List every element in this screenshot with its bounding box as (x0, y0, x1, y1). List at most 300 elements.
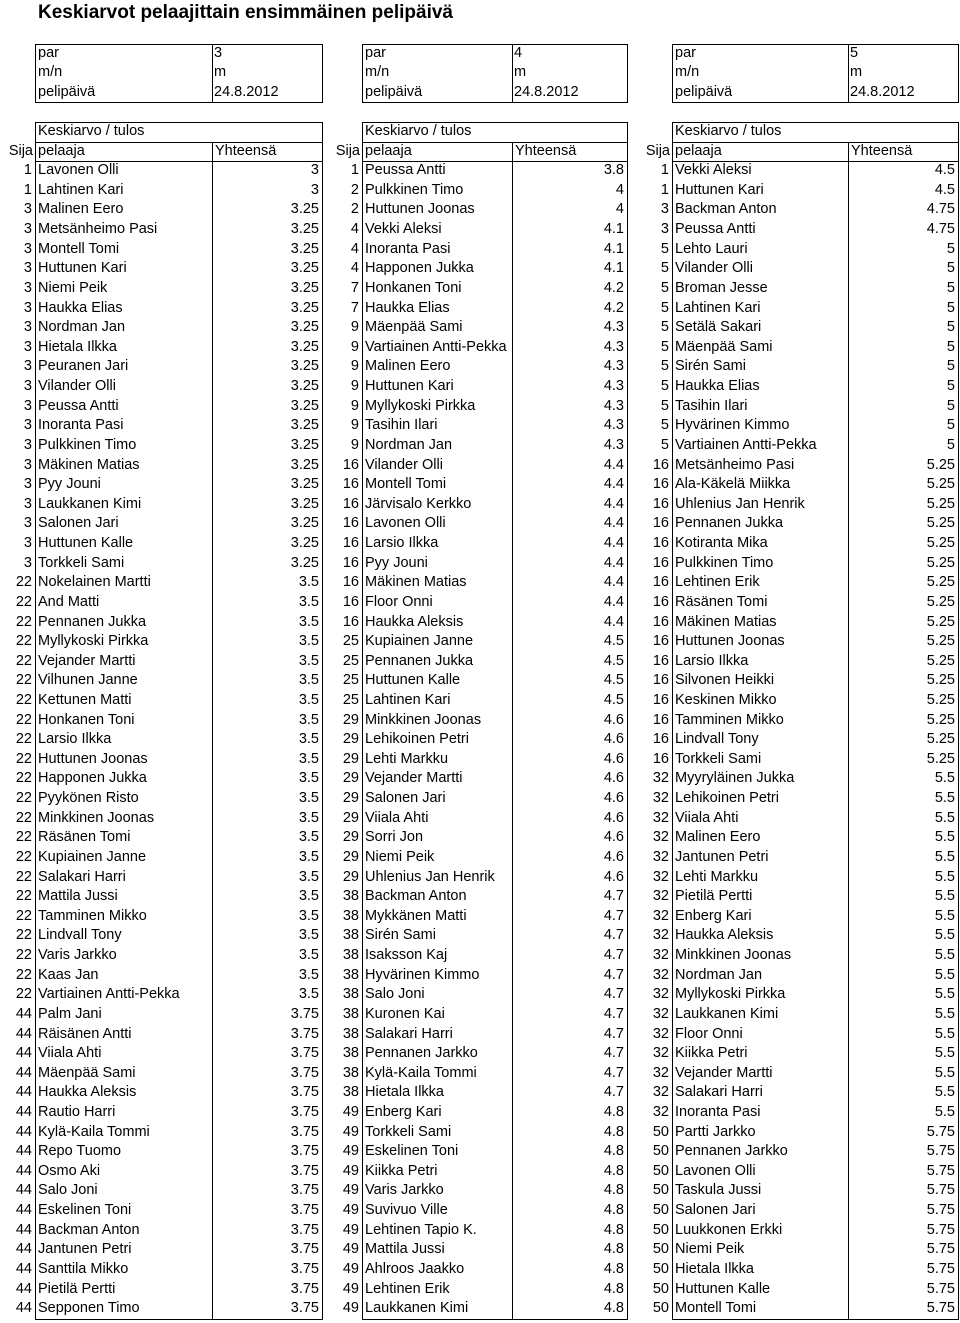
rank-cell: 38 (342, 986, 359, 1003)
player-name-cell: Metsänheimo Pasi (38, 221, 158, 238)
average-cell: 3.5 (298, 907, 319, 924)
rank-cell: 25 (342, 633, 359, 650)
rank-cell: 29 (342, 770, 359, 787)
player-name-cell: Eskelinen Toni (38, 1202, 132, 1219)
average-cell: 3.5 (298, 691, 319, 708)
average-cell: 4.5 (603, 691, 624, 708)
average-cell: 5.5 (934, 986, 955, 1003)
average-cell: 4.6 (603, 868, 624, 885)
rank-cell: 3 (23, 378, 32, 395)
average-cell: 3 (310, 162, 319, 179)
rank-cell: 16 (342, 554, 359, 571)
average-cell: 3.75 (290, 1084, 319, 1101)
average-cell: 3.5 (298, 927, 319, 944)
rank-cell: 3 (23, 319, 32, 336)
average-cell: 5.5 (934, 1005, 955, 1022)
pelipaiva-date: 24.8.2012 (850, 83, 915, 100)
player-name-cell: Peussa Antti (365, 162, 446, 179)
average-cell: 5.25 (926, 495, 955, 512)
rank-cell: 3 (23, 436, 32, 453)
par-label: par (38, 44, 59, 61)
player-name-cell: Larsio Ilkka (38, 731, 112, 748)
player-name-cell: Tasihin Ilari (365, 417, 438, 434)
average-cell: 5.25 (926, 613, 955, 630)
player-name-cell: Honkanen Toni (365, 279, 462, 296)
rank-cell: 16 (652, 574, 669, 591)
average-cell: 5.75 (926, 1241, 955, 1258)
rank-cell: 3 (660, 201, 669, 218)
rank-cell: 44 (15, 1182, 32, 1199)
average-cell: 3.75 (290, 1104, 319, 1120)
average-cell: 4.7 (603, 947, 624, 964)
average-cell: 4.2 (603, 279, 624, 296)
average-cell: 3.5 (298, 750, 319, 767)
rank-cell: 22 (15, 927, 32, 944)
average-cell: 5.5 (934, 1104, 955, 1120)
rank-cell: 50 (652, 1202, 669, 1219)
player-name-cell: Mäenpää Sami (675, 338, 773, 355)
player-name-cell: Lehtinen Tapio K. (365, 1221, 477, 1238)
player-name-cell: Ahlroos Jaakko (365, 1260, 465, 1277)
average-cell: 5.25 (926, 574, 955, 591)
rank-cell: 22 (15, 907, 32, 924)
rank-cell: 32 (652, 927, 669, 944)
rank-cell: 22 (15, 848, 32, 865)
player-name-cell: Keskinen Mikko (675, 691, 777, 708)
average-cell: 5.5 (934, 1064, 955, 1081)
average-cell: 3.25 (290, 201, 319, 218)
average-cell: 5 (946, 338, 955, 355)
player-name-cell: Viiala Ahti (365, 809, 429, 826)
player-name-cell: Happonen Jukka (365, 260, 474, 277)
table-header-bottom-border (672, 161, 958, 162)
info-box-top-border (362, 44, 627, 45)
rank-cell: 3 (23, 201, 32, 218)
rank-cell: 22 (15, 613, 32, 630)
player-name-cell: Tamminen Mikko (675, 711, 784, 728)
average-cell: 4.7 (603, 1045, 624, 1062)
player-name-cell: Hyvärinen Kimmo (365, 966, 480, 983)
player-name-cell: Vejander Martti (365, 770, 463, 787)
average-cell: 4.8 (603, 1241, 624, 1258)
average-cell: 4.8 (603, 1143, 624, 1160)
average-cell: 4.2 (603, 299, 624, 316)
rank-cell: 16 (652, 593, 669, 610)
player-name-cell: Santtila Mikko (38, 1260, 129, 1277)
player-name-cell: Malinen Eero (365, 358, 451, 375)
player-name-cell: Kiikka Petri (675, 1045, 748, 1062)
rank-cell: 22 (15, 966, 32, 983)
keskiarvo-label: Keskiarvo / tulos (38, 123, 145, 139)
rank-cell: 50 (652, 1241, 669, 1258)
rank-cell: 29 (342, 809, 359, 826)
average-cell: 3.25 (290, 476, 319, 493)
par-label: par (365, 44, 386, 61)
table-right-border (958, 122, 959, 1320)
player-name-cell: Lindvall Tony (675, 731, 759, 748)
table-left-border (35, 122, 36, 1319)
mn-value: m (214, 64, 227, 81)
player-name-cell: Luukkonen Erkki (675, 1221, 783, 1238)
average-cell: 5.25 (926, 750, 955, 767)
player-name-cell: Pennanen Jukka (38, 613, 147, 630)
average-cell: 4.4 (603, 476, 624, 493)
average-cell: 4.8 (603, 1202, 624, 1219)
rank-cell: 9 (350, 436, 359, 453)
player-name-cell: Pennanen Jarkko (675, 1143, 788, 1160)
info-box-divider (212, 44, 213, 103)
rank-cell: 32 (652, 947, 669, 964)
average-cell: 3.5 (298, 633, 319, 650)
rank-cell: 25 (342, 652, 359, 669)
rank-cell: 50 (652, 1162, 669, 1179)
rank-cell: 29 (342, 711, 359, 728)
rank-cell: 16 (652, 731, 669, 748)
player-name-cell: Setälä Sakari (675, 319, 762, 336)
average-cell: 4.7 (603, 1084, 624, 1101)
rank-cell: 16 (652, 672, 669, 689)
rank-cell: 50 (652, 1143, 669, 1160)
rank-cell: 16 (342, 456, 359, 473)
average-cell: 3.25 (290, 260, 319, 277)
player-name-cell: Floor Onni (365, 593, 433, 610)
rank-cell: 44 (15, 1202, 32, 1219)
rank-cell: 3 (23, 279, 32, 296)
player-name-cell: Vekki Aleksi (675, 162, 752, 179)
average-cell: 4.4 (603, 495, 624, 512)
player-name-cell: Inoranta Pasi (365, 240, 451, 257)
average-cell: 3.5 (298, 868, 319, 885)
player-name-cell: Mäkinen Matias (365, 574, 467, 591)
average-cell: 3.8 (603, 162, 624, 179)
rank-cell: 32 (652, 1084, 669, 1101)
rank-cell: 16 (342, 476, 359, 493)
average-cell: 5.75 (926, 1143, 955, 1160)
player-name-cell: Haukka Aleksis (365, 613, 464, 630)
average-cell: 5.5 (934, 1025, 955, 1042)
average-cell: 5.25 (926, 554, 955, 571)
rank-cell: 32 (652, 1104, 669, 1120)
rank-cell: 44 (15, 1025, 32, 1042)
player-name-cell: Lahtinen Kari (675, 299, 761, 316)
average-cell: 5.5 (934, 770, 955, 787)
player-name-cell: Partti Jarkko (675, 1123, 756, 1140)
average-cell: 3.5 (298, 731, 319, 748)
info-box-left-border (672, 44, 673, 103)
player-name-cell: Haukka Aleksis (38, 1084, 137, 1101)
average-cell: 3.5 (298, 888, 319, 905)
player-name-cell: Montell Tomi (365, 476, 447, 493)
player-name-cell: Uhlenius Jan Henrik (365, 868, 495, 885)
rank-cell: 16 (652, 711, 669, 728)
rank-cell: 29 (342, 829, 359, 846)
rank-cell: 32 (652, 1045, 669, 1062)
average-cell: 4.4 (603, 554, 624, 571)
rank-cell: 44 (15, 1162, 32, 1179)
player-name-cell: Taskula Jussi (675, 1182, 762, 1199)
player-name-cell: Huttunen Joonas (675, 633, 785, 650)
rank-cell: 44 (15, 1260, 32, 1277)
average-cell: 3.75 (290, 1182, 319, 1199)
rank-cell: 44 (15, 1300, 32, 1317)
rank-cell: 32 (652, 790, 669, 807)
average-cell: 5.25 (926, 652, 955, 669)
rank-cell: 1 (23, 181, 32, 198)
info-box-right-border (322, 44, 323, 104)
average-cell: 4.7 (603, 1064, 624, 1081)
player-name-cell: Salakari Harri (365, 1025, 453, 1042)
average-cell: 3.25 (290, 338, 319, 355)
player-name-cell: Kettunen Matti (38, 691, 132, 708)
rank-cell: 49 (342, 1300, 359, 1317)
average-cell: 5 (946, 378, 955, 395)
average-cell: 4.4 (603, 613, 624, 630)
info-box-top-border (672, 44, 958, 45)
average-cell: 4.7 (603, 888, 624, 905)
player-name-cell: Pulkkinen Timo (38, 436, 137, 453)
average-cell: 4.3 (603, 358, 624, 375)
rank-cell: 32 (652, 809, 669, 826)
average-cell: 4.3 (603, 338, 624, 355)
player-name-cell: Niemi Peik (38, 279, 108, 296)
rank-cell: 32 (652, 868, 669, 885)
rank-cell: 22 (15, 829, 32, 846)
average-cell: 3.25 (290, 515, 319, 532)
player-name-cell: Huttunen Joonas (38, 750, 148, 767)
mn-value: m (850, 64, 863, 81)
average-cell: 5.75 (926, 1182, 955, 1199)
rank-cell: 32 (652, 829, 669, 846)
average-cell: 4.7 (603, 986, 624, 1003)
par-value: 3 (214, 44, 223, 61)
rank-cell: 22 (15, 868, 32, 885)
rank-cell: 22 (15, 593, 32, 610)
rank-cell: 9 (350, 338, 359, 355)
player-name-cell: Lehti Markku (675, 868, 759, 885)
average-cell: 5 (946, 417, 955, 434)
rank-cell: 2 (350, 181, 359, 198)
rank-cell: 32 (652, 888, 669, 905)
average-cell: 5.25 (926, 672, 955, 689)
average-cell: 3.75 (290, 1221, 319, 1238)
player-name-cell: Peussa Antti (675, 221, 756, 238)
average-cell: 4.5 (934, 181, 955, 198)
average-cell: 4.3 (603, 397, 624, 414)
rank-cell: 16 (652, 633, 669, 650)
player-name-cell: Kotiranta Mika (675, 535, 768, 552)
average-cell: 4.7 (603, 907, 624, 924)
rank-cell: 22 (15, 711, 32, 728)
rank-cell: 49 (342, 1123, 359, 1140)
rank-cell: 44 (15, 1280, 32, 1297)
rank-cell: 44 (15, 1045, 32, 1062)
rank-cell: 16 (342, 495, 359, 512)
rank-cell: 32 (652, 907, 669, 924)
rank-cell: 9 (350, 397, 359, 414)
average-cell: 5 (946, 436, 955, 453)
player-name-cell: Huttunen Kalle (365, 672, 461, 689)
player-name-cell: Huttunen Kari (675, 181, 764, 198)
player-name-cell: Myllykoski Pirkka (675, 986, 786, 1003)
rank-cell: 16 (652, 691, 669, 708)
rank-cell: 1 (660, 181, 669, 198)
player-name-cell: Varis Jarkko (38, 947, 117, 964)
rank-cell: 44 (15, 1241, 32, 1258)
average-cell: 5.5 (934, 927, 955, 944)
player-name-cell: Salonen Jari (38, 515, 119, 532)
average-cell: 3.25 (290, 436, 319, 453)
player-name-cell: Vejander Martti (675, 1064, 773, 1081)
average-cell: 3.5 (298, 770, 319, 787)
par-label: par (675, 44, 696, 61)
average-cell: 4.3 (603, 319, 624, 336)
player-name-cell: Viiala Ahti (38, 1045, 102, 1062)
average-cell: 5.25 (926, 731, 955, 748)
average-cell: 5 (946, 260, 955, 277)
average-cell: 3.75 (290, 1300, 319, 1317)
rank-cell: 38 (342, 1084, 359, 1101)
rank-cell: 49 (342, 1241, 359, 1258)
player-name-cell: Peussa Antti (38, 397, 119, 414)
player-name-cell: Kylä-Kaila Tommi (38, 1123, 150, 1140)
average-cell: 5 (946, 240, 955, 257)
player-name-cell: Kylä-Kaila Tommi (365, 1064, 477, 1081)
average-cell: 4.4 (603, 456, 624, 473)
rank-cell: 3 (23, 338, 32, 355)
rank-cell: 49 (342, 1104, 359, 1120)
mn-label: m/n (675, 64, 700, 81)
average-cell: 3.25 (290, 378, 319, 395)
average-cell: 3.75 (290, 1162, 319, 1179)
rank-cell: 38 (342, 1045, 359, 1062)
player-name-cell: Jantunen Petri (38, 1241, 132, 1258)
rank-cell: 3 (23, 260, 32, 277)
average-cell: 5 (946, 319, 955, 336)
average-cell: 3.5 (298, 790, 319, 807)
rank-cell: 25 (342, 691, 359, 708)
average-cell: 3.75 (290, 1260, 319, 1277)
rank-cell: 3 (23, 495, 32, 512)
player-name-cell: Montell Tomi (675, 1300, 757, 1317)
player-name-cell: Kupiainen Janne (38, 848, 147, 865)
rank-cell: 5 (660, 299, 669, 316)
info-box-left-border (362, 44, 363, 103)
average-cell: 4.6 (603, 770, 624, 787)
player-name-cell: Lahtinen Kari (38, 181, 124, 198)
rank-cell: 16 (652, 554, 669, 571)
player-name-cell: Torkkeli Sami (365, 1123, 452, 1140)
player-name-cell: Räsänen Tomi (675, 593, 768, 610)
average-cell: 3.5 (298, 613, 319, 630)
rank-cell: 5 (660, 279, 669, 296)
rank-cell: 29 (342, 750, 359, 767)
player-name-cell: Pyykönen Risto (38, 790, 139, 807)
average-cell: 4.8 (603, 1260, 624, 1277)
rank-cell: 38 (342, 1025, 359, 1042)
average-cell: 3.25 (290, 456, 319, 473)
average-cell: 5.75 (926, 1123, 955, 1140)
table-bottom-border (672, 1319, 958, 1320)
average-cell: 3.5 (298, 711, 319, 728)
average-cell: 5.25 (926, 711, 955, 728)
player-name-cell: Huttunen Kalle (675, 1280, 771, 1297)
rank-cell: 29 (342, 731, 359, 748)
player-name-cell: Sirén Sami (675, 358, 746, 375)
table-top-border (362, 122, 627, 123)
player-name-cell: Lehti Markku (365, 750, 449, 767)
rank-cell: 49 (342, 1182, 359, 1199)
info-box-top-border (35, 44, 322, 45)
player-name-cell: Pyy Jouni (365, 554, 428, 571)
average-cell: 4.8 (603, 1280, 624, 1297)
rank-cell: 49 (342, 1280, 359, 1297)
rank-cell: 16 (652, 515, 669, 532)
average-cell: 5.25 (926, 535, 955, 552)
player-name-cell: Salo Joni (38, 1182, 98, 1199)
player-name-cell: Suvivuo Ville (365, 1202, 448, 1219)
rank-cell: 50 (652, 1300, 669, 1317)
rank-cell: 50 (652, 1280, 669, 1297)
rank-cell: 44 (15, 1084, 32, 1101)
player-name-cell: Minkkinen Joonas (365, 711, 482, 728)
player-name-cell: Sorri Jon (365, 829, 424, 846)
rank-cell: 16 (652, 476, 669, 493)
average-cell: 5.25 (926, 476, 955, 493)
rank-cell: 29 (342, 848, 359, 865)
mn-label: m/n (365, 64, 390, 81)
rank-cell: 38 (342, 927, 359, 944)
rank-cell: 5 (660, 436, 669, 453)
player-name-cell: Haukka Elias (675, 378, 760, 395)
player-name-cell: Uhlenius Jan Henrik (675, 495, 805, 512)
average-cell: 5.5 (934, 966, 955, 983)
rank-cell: 22 (15, 947, 32, 964)
rank-cell: 3 (23, 240, 32, 257)
player-name-cell: Backman Anton (38, 1221, 140, 1238)
player-name-cell: Lindvall Tony (38, 927, 122, 944)
rank-cell: 49 (342, 1202, 359, 1219)
average-cell: 5.75 (926, 1280, 955, 1297)
player-name-cell: Osmo Aki (38, 1162, 101, 1179)
rank-cell: 29 (342, 868, 359, 885)
rank-cell: 22 (15, 790, 32, 807)
average-cell: 3.25 (290, 397, 319, 414)
player-name-cell: Enberg Kari (675, 907, 752, 924)
rank-cell: 3 (23, 221, 32, 238)
rank-cell: 16 (342, 593, 359, 610)
player-name-cell: Pietilä Pertti (675, 888, 753, 905)
rank-cell: 49 (342, 1221, 359, 1238)
player-name-cell: Mykkänen Matti (365, 907, 467, 924)
player-name-cell: Pennanen Jukka (675, 515, 784, 532)
player-name-cell: Peuranen Jari (38, 358, 129, 375)
par-value: 4 (514, 44, 523, 61)
rank-cell: 16 (652, 750, 669, 767)
player-name-cell: Sirén Sami (365, 927, 436, 944)
average-cell: 5.5 (934, 848, 955, 865)
average-cell: 4.4 (603, 515, 624, 532)
average-cell: 3.75 (290, 1143, 319, 1160)
player-name-cell: Sepponen Timo (38, 1300, 140, 1317)
player-name-cell: Torkkeli Sami (38, 554, 125, 571)
player-name-cell: And Matti (38, 593, 100, 610)
rank-cell: 3 (23, 456, 32, 473)
rank-cell: 50 (652, 1182, 669, 1199)
average-cell: 3.75 (290, 1025, 319, 1042)
rank-cell: 16 (652, 613, 669, 630)
player-name-cell: Varis Jarkko (365, 1182, 444, 1199)
rank-cell: 49 (342, 1162, 359, 1179)
